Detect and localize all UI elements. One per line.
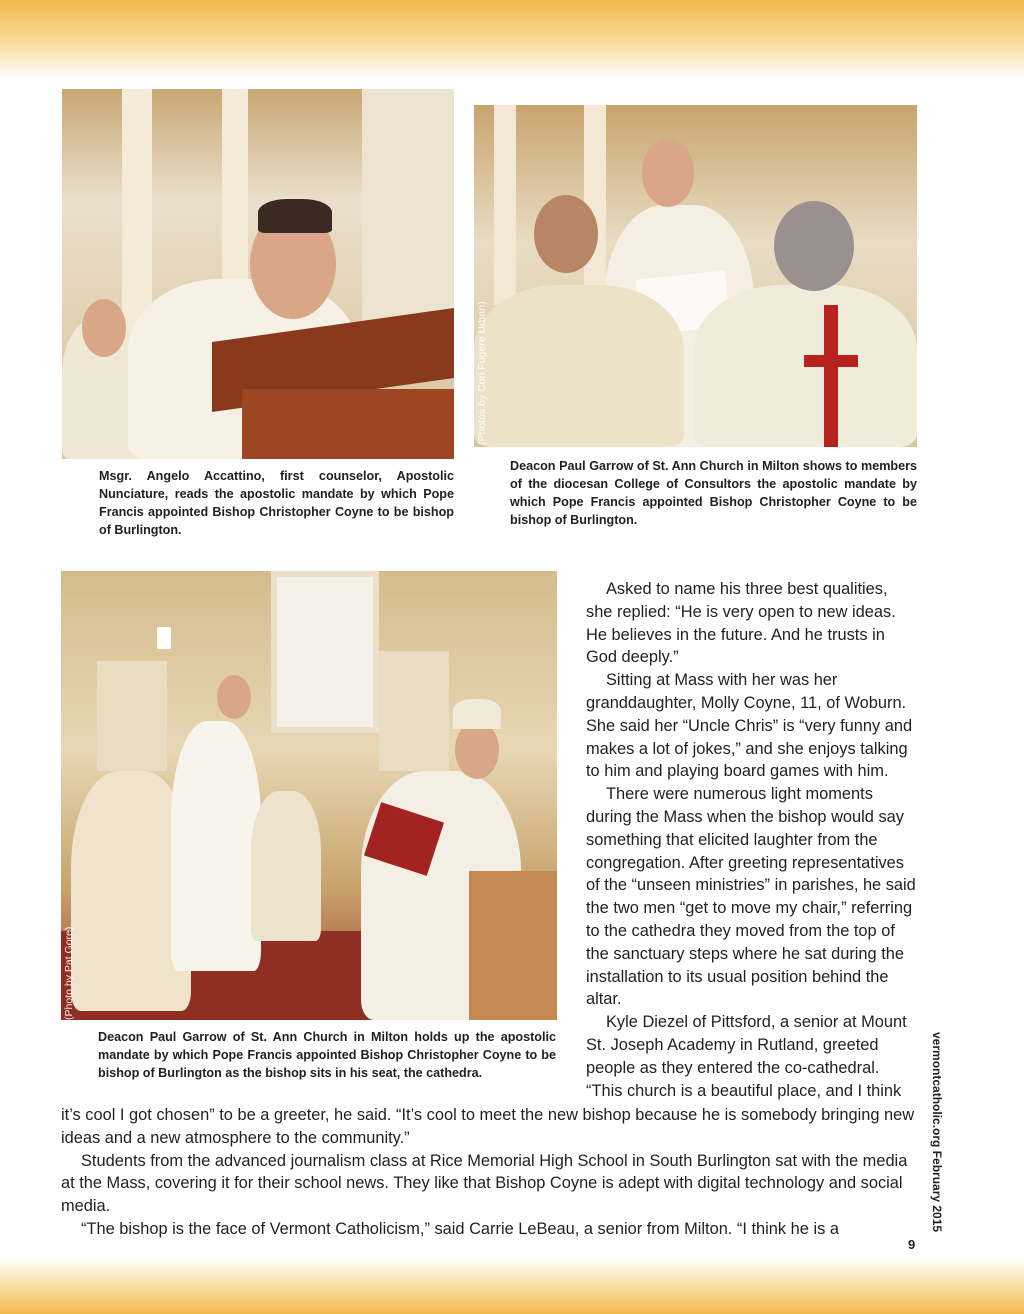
top-gold-band [0, 0, 1024, 80]
article-column [586, 578, 918, 1102]
caption-photo-3: Deacon Paul Garrow of St. Ann Church in Milton holds up the apostolic mandate by which Pope Francis appointed Bishop Christopher Coyne to be bishop of Burlington as the bishop sits in his seat, the cathedra. [98, 1030, 556, 1080]
article-paragraph-2: Sitting at Mass with her was her granddaughter, Molly Coyne, 11, of Woburn. She said her “Uncle Chris” is “very funny and makes a lot of jokes,” and she enjoys talking to him and playing board games with him. [586, 671, 913, 781]
article-paragraph-1: Asked to name his three best qualities, she replied: “He is very open to new ideas. He believes in the future. And he trusts in God deeply.” [586, 580, 896, 667]
side-footer: vermontcatholic.org February 2015 [930, 1032, 944, 1233]
article-paragraph-6: “The bishop is the face of Vermont Catholicism,” said Carrie LeBeau, a senior from Milton. “I think he is a [81, 1219, 839, 1238]
article-paragraph-4-start: Kyle Diezel of Pittsford, a senior at Mount St. Joseph Academy in Rutland, greeted people as they entered the co-cathedral. “This church is a beautiful place, and I think [586, 1013, 907, 1100]
bottom-gold-band [0, 1258, 1024, 1314]
photo-deacon-holding-mandate [61, 571, 557, 1020]
article-paragraph-3: There were numerous light moments during the Mass when the bishop would say something that elicited laughter from the congregation. After greeting representatives of the “unseen ministries” in parishes, he said the two men “get to move my chair,” referring to the cathedra they moved from the top of the sanctuary steps where he sat during the installation to its usual position behind the altar. [586, 785, 916, 1009]
page-number: 9 [908, 1237, 916, 1252]
caption-photo-1: Msgr. Angelo Accattino, first counselor, Apostolic Nunciature, reads the apostolic mandate by which Pope Francis appointed Bishop Christopher Coyne to be bishop of Burlington. [99, 469, 454, 537]
photo-credit-gore: (Photo by Pat Gore) [63, 926, 75, 1020]
caption-photo-2: Deacon Paul Garrow of St. Ann Church in Milton shows to members of the diocesan College of Consultors the apostolic mandate by which Pope Francis appointed Bishop Christopher Coyne to be bishop of Burlington. [510, 459, 917, 527]
photo-credit-urban: (Photos by Cori Fugere Urban) [476, 301, 488, 445]
article-wide [61, 1104, 921, 1241]
photo-msgr-reading-mandate [62, 89, 454, 459]
article-paragraph-4-end: it’s cool I got chosen” to be a greeter, he said. “It’s cool to meet the new bishop because he is somebody bringing new ideas and a new atmosphere to the community.” [61, 1106, 915, 1147]
article-paragraph-5: Students from the advanced journalism class at Rice Memorial High School in South Burlington sat with the media at the Mass, covering it for their school news. They like that Bishop Coyne is adept with digital technology and social media. [61, 1151, 908, 1216]
photo-deacon-showing-mandate [474, 105, 917, 447]
